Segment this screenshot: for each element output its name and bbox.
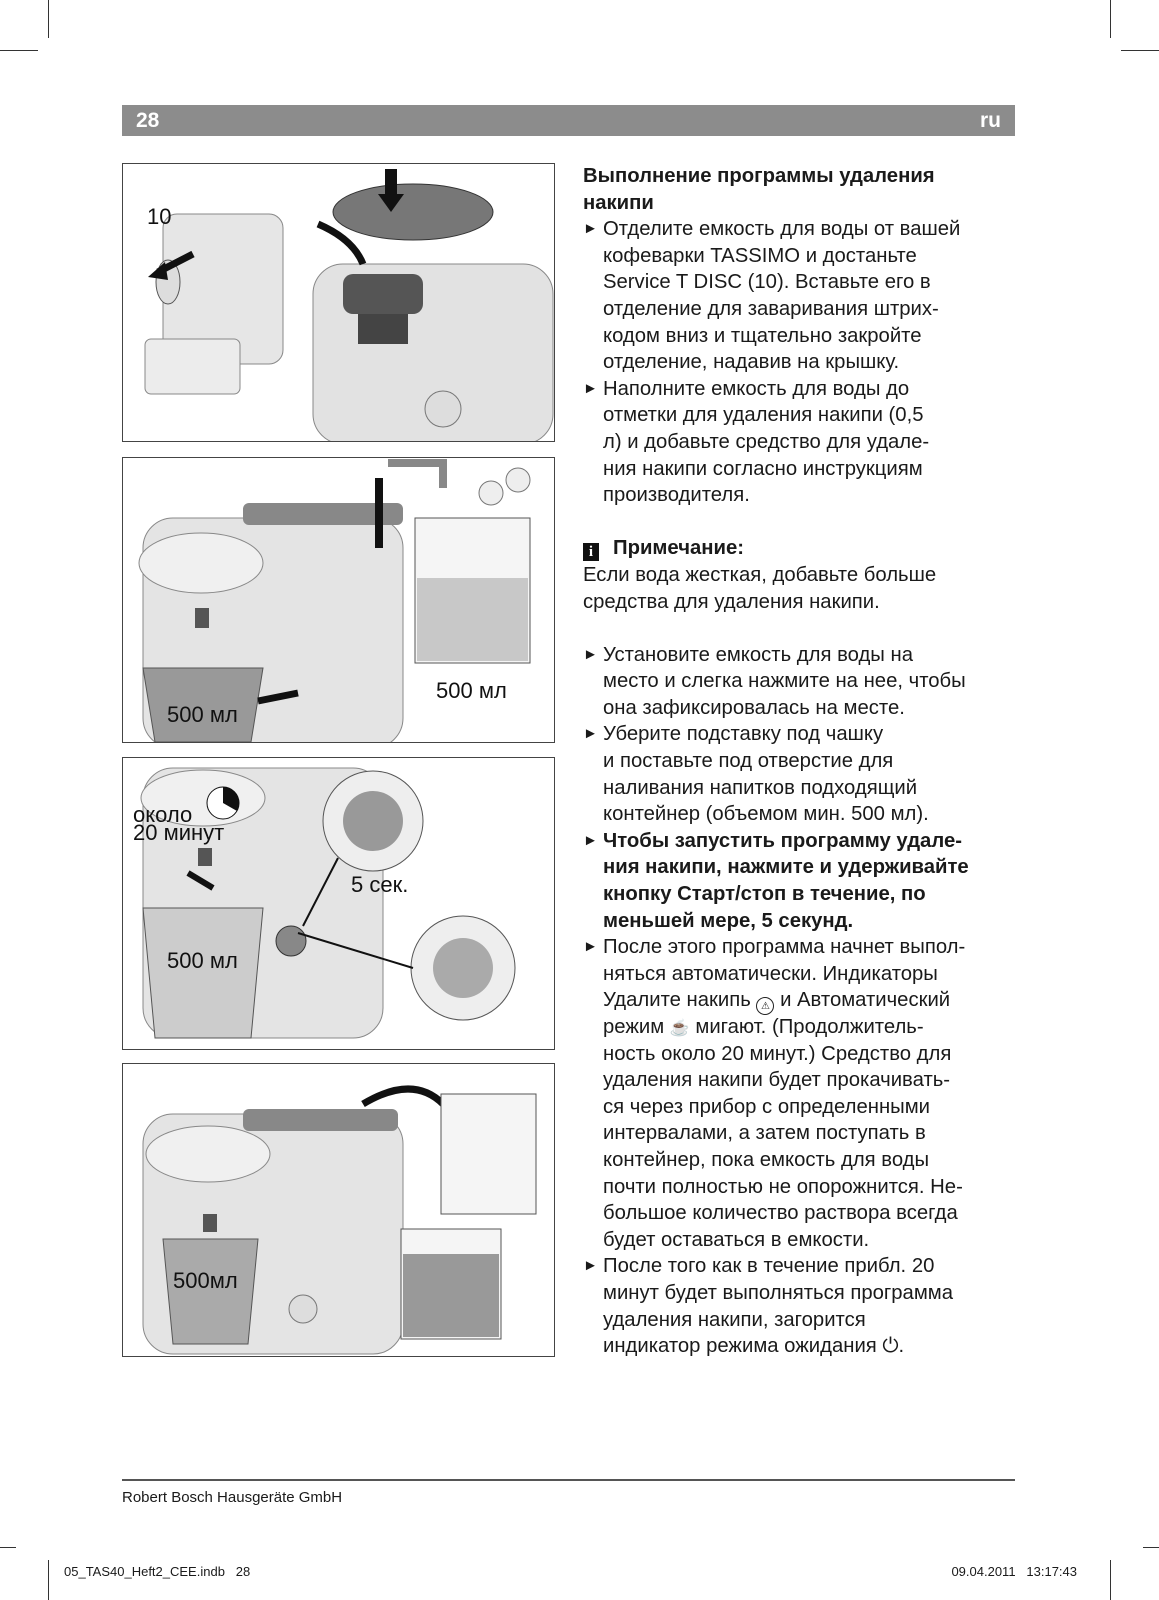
text-line: Удалите накипь <box>603 989 751 1012</box>
text-line <box>583 243 1023 270</box>
text-line <box>583 163 1023 190</box>
figure-insert-tdisc <box>122 163 555 442</box>
press-duration-label: 5 сек. <box>351 872 409 897</box>
text-line-content: отметки для удаления накипи (0,5 <box>603 404 924 427</box>
print-slug: 05_TAS40_Heft2_CEE.indb 28 <box>64 1564 251 1579</box>
text-line <box>583 429 1023 456</box>
text-line-content: Выполнение программы удаления <box>583 165 935 187</box>
text-line <box>583 376 1023 403</box>
bullet-triangle-icon: ► <box>583 645 598 663</box>
text-line: . <box>898 1335 905 1358</box>
bullet-triangle-icon: ► <box>583 938 598 956</box>
text-line <box>583 908 1023 935</box>
figure-label-10: 10 <box>147 204 172 229</box>
step-program-runs <box>583 934 1023 1253</box>
text-line-content: удаления накипи будет прокачивать- <box>603 1069 951 1092</box>
crop-mark <box>1110 1560 1111 1600</box>
text-line-content: наливания напитков подходящий <box>603 776 918 799</box>
step-start-program <box>583 828 1023 934</box>
descale-icon: ⚠ <box>756 997 774 1015</box>
figure-start-program <box>122 757 555 1050</box>
text-line-content: и поставьте под отверстие для <box>603 750 894 773</box>
text-line: мигают. (Продолжитель- <box>695 1016 924 1038</box>
text-line <box>583 1253 1023 1280</box>
text-line-content: ся через прибор с определенными <box>603 1095 931 1118</box>
tank-volume-label: 500 мл <box>436 678 507 703</box>
language-code: ru <box>980 109 1001 132</box>
text-line <box>583 881 1023 908</box>
text-line-content: Установите емкость для воды на <box>603 643 913 666</box>
text-line <box>583 562 1023 589</box>
text-line <box>583 721 1023 748</box>
text-line-content: удаления накипи, загорится <box>603 1308 866 1331</box>
text-line <box>583 1147 1023 1174</box>
page-header-bar <box>122 105 1015 136</box>
crop-mark <box>0 1547 16 1548</box>
text-line <box>583 1174 1023 1201</box>
step-fill-tank <box>583 376 1023 509</box>
text-line <box>583 1280 1023 1307</box>
text-line <box>583 456 1023 483</box>
text-line-content: Service T DISC (10). Вставьте его в <box>603 271 931 294</box>
step-insert-tank <box>583 642 1023 722</box>
info-icon: i <box>583 543 599 561</box>
step-remove-tank <box>583 216 1023 376</box>
print-timestamp: 09.04.2011 13:17:43 <box>951 1564 1077 1579</box>
text-line-content: Отделите емкость для воды от вашей <box>603 218 961 241</box>
text-line-content: ность около 20 минут.) Средство для <box>603 1042 952 1065</box>
illustration-program-running <box>123 1064 554 1356</box>
figure-empty-tank <box>122 1063 555 1357</box>
text-line-content: средства для удаления накипи. <box>583 590 880 613</box>
text-line <box>583 589 1023 616</box>
cup-volume-label: 500мл <box>173 1268 238 1293</box>
text-line-content: кофеварки TASSIMO и достаньте <box>603 244 917 267</box>
text-line <box>583 402 1023 429</box>
bullet-triangle-icon: ► <box>583 831 598 849</box>
illustration-machine-open-lid <box>123 164 554 441</box>
text-line <box>583 801 1023 828</box>
text-line-content: кнопку Старт/стоп в течение, по <box>603 883 926 906</box>
duration-label-line2: 20 минут <box>133 820 225 845</box>
bullet-triangle-icon: ► <box>583 379 598 397</box>
bullet-triangle-icon: ► <box>583 1257 598 1275</box>
note-title: Примечание: <box>613 537 745 560</box>
note-body <box>583 562 1023 615</box>
text-line-content: почти полностью не опорожнится. Не- <box>603 1175 963 1198</box>
text-line <box>583 668 1023 695</box>
text-line: и Автоматический <box>780 989 951 1012</box>
bullet-triangle-icon: ► <box>583 220 598 238</box>
text-line-content: место и слегка нажмите на нее, чтобы <box>603 670 966 693</box>
text-line-content: Уберите подставку под чашку <box>603 723 884 746</box>
text-line-content: кодом вниз и тщательно закройте <box>603 324 922 347</box>
text-line-content: производителя. <box>603 484 750 507</box>
text-line <box>583 642 1023 669</box>
bullet-triangle-icon: ► <box>583 725 598 743</box>
text-line <box>583 1067 1023 1094</box>
text-line-content: она зафиксировалась на месте. <box>603 696 905 719</box>
company-name: Robert Bosch Hausgeräte GmbH <box>122 1489 343 1506</box>
text-line <box>583 854 1023 881</box>
text-line-content: л) и добавьте средство для удале- <box>603 430 930 453</box>
step-program-finished <box>583 1253 1023 1359</box>
duration-label-line1: около <box>133 802 193 827</box>
text-line-content: Если вода жесткая, добавьте больше <box>583 563 937 586</box>
text-line <box>583 1200 1023 1227</box>
text-line-content: будет оставаться в емкости. <box>603 1228 870 1251</box>
text-line <box>583 296 1023 323</box>
text-line-content: минут будет выполняться программа <box>603 1281 953 1304</box>
text-line-content: меньшей мере, 5 секунд. <box>603 909 854 932</box>
text-line-content: контейнер (объемом мин. 500 мл). <box>603 803 929 826</box>
text-line <box>583 216 1023 243</box>
text-line <box>583 269 1023 296</box>
figure-fill-tank <box>122 457 555 743</box>
cup-volume-label: 500 мл <box>167 948 238 973</box>
cup-volume-label: 500 мл <box>167 702 238 727</box>
text-line-content: ния накипи согласно инструкциям <box>603 457 923 480</box>
text-line: няться автоматически. Индикаторы <box>603 962 938 985</box>
standby-power-icon: ⏻ <box>882 1335 899 1358</box>
text-line-content: контейнер, пока емкость для воды <box>603 1148 930 1171</box>
text-line <box>583 1227 1023 1254</box>
text-line <box>583 748 1023 775</box>
page-number: 28 <box>136 109 160 132</box>
text-line-content: Наполните емкость для воды до <box>603 377 910 400</box>
text-line <box>583 828 1023 855</box>
text-line-content: интервалами, а затем поступать в <box>603 1122 926 1145</box>
crop-mark <box>48 1560 49 1600</box>
text-line-content: Чтобы запустить программу удале- <box>603 829 962 852</box>
crop-mark <box>48 0 49 38</box>
text-line-content: отделение для заваривания штрих- <box>603 297 939 320</box>
crop-mark <box>1110 0 1111 38</box>
text-line-content: накипи <box>583 191 654 214</box>
section-heading <box>583 163 1023 216</box>
crop-mark <box>1121 50 1159 51</box>
footer-rule <box>122 1479 1015 1481</box>
text-line <box>583 775 1023 802</box>
text-line <box>583 323 1023 350</box>
note-heading <box>583 535 1023 562</box>
text-line: После этого программа начнет выпол- <box>603 936 966 959</box>
text-line: режим <box>603 1016 665 1038</box>
instructions-column <box>583 163 1023 1360</box>
text-line <box>583 1307 1023 1334</box>
auto-mode-icon: ☕ <box>669 1020 690 1037</box>
text-line <box>583 1094 1023 1121</box>
text-line: индикатор режима ожидания <box>603 1335 877 1358</box>
crop-mark <box>0 50 38 51</box>
text-line <box>583 482 1023 509</box>
text-line <box>583 1120 1023 1147</box>
text-line <box>583 349 1023 376</box>
text-line-content: ния накипи, нажмите и удерживайте <box>603 856 969 879</box>
text-line-content: отделение, надавив на крышку. <box>603 351 900 374</box>
text-line <box>583 190 1023 217</box>
crop-mark <box>1143 1547 1159 1548</box>
step-place-container <box>583 721 1023 827</box>
text-line <box>583 695 1023 722</box>
text-line <box>583 1041 1023 1068</box>
text-line-content: После того как в течение прибл. 20 <box>603 1255 935 1278</box>
text-line-content: большое количество раствора всегда <box>603 1202 958 1225</box>
